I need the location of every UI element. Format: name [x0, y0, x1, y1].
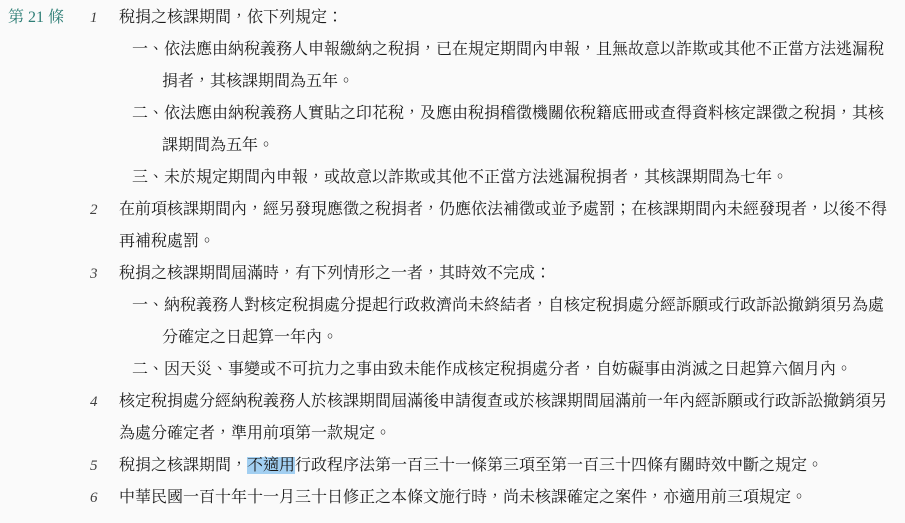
- paragraph-number: 6: [90, 490, 98, 506]
- law-paragraph: [90, 386, 892, 450]
- law-paragraph: [90, 194, 892, 258]
- article-number-link[interactable]: 第 21 條: [8, 9, 65, 26]
- law-sub-item: 三、未於規定期間內申報，或故意以詐欺或其他不正當方法逃漏稅捐者，其核課期間為七年。: [132, 169, 789, 186]
- law-sub-item: 二、因天災、事變或不可抗力之事由致未能作成核定稅捐處分者，自妨礙事由消滅之日起算六個月內。: [132, 361, 853, 378]
- law-paragraph: [90, 450, 892, 482]
- paragraph-body: [119, 450, 892, 482]
- paragraph-number: 5: [90, 458, 98, 474]
- law-sub-item: 一、納稅義務人對核定稅捐處分提起行政救濟尚未終結者，自核定稅捐處分經訴願或行政訴訟撤銷須另為處分確定之日起算一年內。: [132, 297, 885, 346]
- paragraph-body: [119, 2, 892, 194]
- paragraph-body: [119, 194, 892, 258]
- paragraph-text: 稅捐之核課期間，依下列規定：: [119, 9, 344, 26]
- paragraph-number: 1: [90, 10, 98, 26]
- paragraph-text: 稅捐之核課期間，不適用行政程序法第一百三十一條第三項至第一百三十四條有關時效中斷之規定。: [119, 457, 824, 474]
- law-paragraph: [90, 482, 892, 514]
- paragraph-number: 4: [90, 394, 98, 410]
- paragraph-body: [119, 258, 892, 386]
- law-paragraph: [90, 258, 892, 386]
- paragraph-text: 中華民國一百十年十一月三十日修正之本條文施行時，尚未核課確定之案件，亦適用前三項規定。: [119, 489, 808, 506]
- paragraph-text: 核定稅捐處分經納稅義務人於核課期間屆滿後申請復查或於核課期間屆滿前一年內經訴願或行政訴訟撤銷須另為處分確定者，準用前項第一款規定。: [119, 393, 888, 442]
- search-highlight: 不適用: [247, 457, 296, 474]
- law-sub-item: 一、依法應由納稅義務人申報繳納之稅捐，已在規定期間內申報，且無故意以詐欺或其他不正當方法逃漏稅捐者，其核課期間為五年。: [132, 41, 885, 90]
- paragraph-number: 2: [90, 202, 98, 218]
- paragraph-body: [119, 482, 892, 514]
- paragraph-body: [119, 386, 892, 450]
- paragraph-text: 在前項核課期間內，經另發現應徵之稅捐者，仍應依法補徵或並予處罰；在核課期間內未經發現者，以後不得再補稅處罰。: [119, 201, 888, 250]
- paragraph-number: 3: [90, 266, 98, 282]
- law-sub-item: 二、依法應由納稅義務人實貼之印花稅，及應由稅捐稽徵機關依稅籍底冊或查得資料核定課徵之稅捐，其核課期間為五年。: [132, 105, 885, 154]
- article-paragraphs: [90, 2, 892, 514]
- law-paragraph: [90, 2, 892, 194]
- paragraph-text: 稅捐之核課期間屆滿時，有下列情形之一者，其時效不完成：: [119, 265, 552, 282]
